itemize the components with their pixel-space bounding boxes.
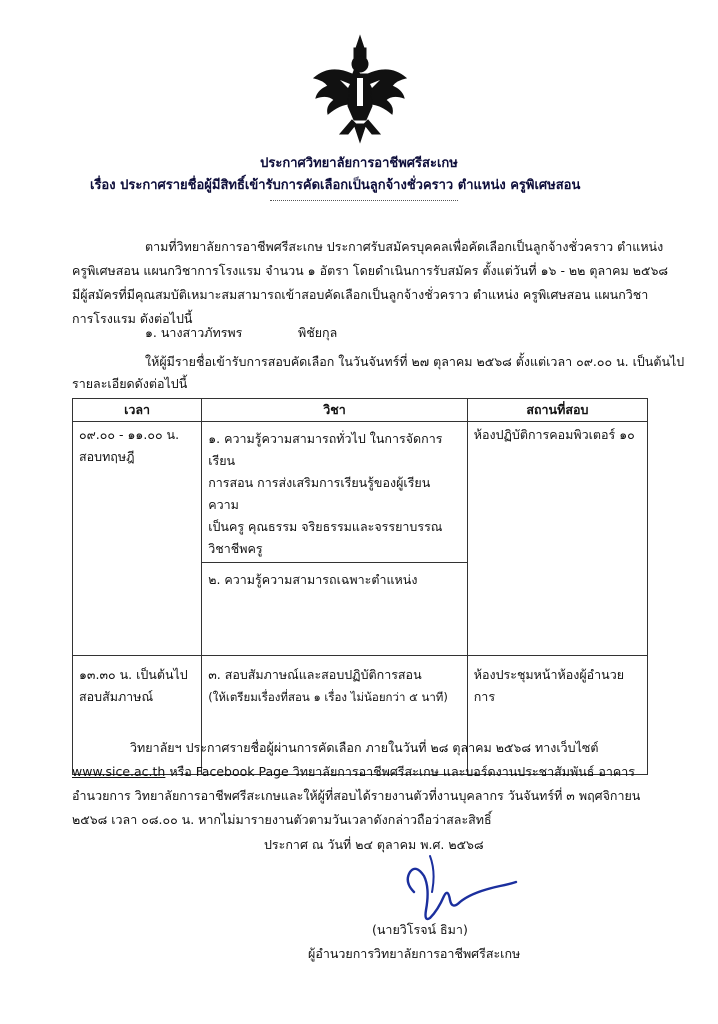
header-subject: วิชา xyxy=(202,399,468,422)
intro-line-4: การโรงแรม ดังต่อไปนี้ xyxy=(72,311,193,326)
candidate-name: ๑. นางสาวภัทรพร xyxy=(145,325,243,340)
location-cell: ห้องปฏิบัติการคอมพิวเตอร์ ๑๐ xyxy=(467,422,647,656)
exam-type: สอบสัมภาษณ์ xyxy=(79,689,154,704)
subject-line: ๑. ความรู้ความสามารถทั่วไป ในการจัดการเรียน xyxy=(208,431,443,468)
schedule-line-2: รายละเอียดดังต่อไปนี้ xyxy=(72,376,188,391)
title-divider xyxy=(270,200,458,201)
signatory-position: ผู้อำนวยการวิทยาลัยการอาชีพศรีสะเกษ xyxy=(308,946,521,961)
candidate-surname: พิชัยกุล xyxy=(298,325,338,340)
website-link[interactable]: www.sice.ac.th xyxy=(72,764,166,779)
intro-line-3: มีผู้สมัครที่มีคุณสมบัติเหมาะสมสามารถเข้าสอบคัดเลือกเป็นลูกจ้างชั่วคราว ตำแหน่ง ครูพิเศษสอน แผนกวิชา xyxy=(72,287,649,302)
time-cell xyxy=(73,422,202,656)
intro-line-1: ตามที่วิทยาลัยการอาชีพศรีสะเกษ ประกาศรับสมัครบุคคลเพื่อคัดเลือกเป็นลูกจ้างชั่วคราว ตำแหน่ง xyxy=(145,239,664,254)
subject-line: เป็นครู คุณธรรม จริยธรรมและจรรยาบรรณ xyxy=(208,519,443,534)
announce-line-2 xyxy=(72,760,635,784)
announce-line-4: ๒๕๖๘ เวลา ๐๘.๐๐ น. หากไม่มารายงานตัวตามวันเวลาดังกล่าวถือว่าสละสิทธิ์ xyxy=(72,812,492,827)
announce-line-1: วิทยาลัยฯ ประกาศรายชื่อผู้ผ่านการคัดเลือก ภายในวันที่ ๒๘ ตุลาคม ๒๕๖๘ ทางเว็บไซต์ xyxy=(130,740,599,755)
subject-line: (ให้เตรียมเรื่องที่สอน ๑ เรื่อง ไม่น้อยกว่า ๕ นาที) xyxy=(208,690,448,704)
document-title: ประกาศวิทยาลัยการอาชีพศรีสะเกษ xyxy=(260,156,458,171)
subject-cell: ๒. ความรู้ความสามารถเฉพาะตำแหน่ง xyxy=(202,563,468,656)
signatory-name: (นายวิโรจน์ ธิมา) xyxy=(372,922,468,937)
subject-line: ๓. สอบสัมภาษณ์และสอบปฏิบัติการสอน xyxy=(208,667,422,682)
announce-date: ประกาศ ณ วันที่ ๒๔ ตุลาคม พ.ศ. ๒๕๖๘ xyxy=(264,837,484,852)
header-time: เวลา xyxy=(73,399,202,422)
time-range: ๐๙.๐๐ - ๑๑.๐๐ น. xyxy=(79,427,180,442)
schedule-line-1: ให้ผู้มีรายชื่อเข้ารับการสอบคัดเลือก ในวันจันทร์ที่ ๒๗ ตุลาคม ๒๕๖๘ ตั้งแต่เวลา ๐๙.๐๐ น. เป็นต้นไป xyxy=(145,354,685,369)
announce-line-2-text: หรือ Facebook Page วิทยาลัยการอาชีพศรีสะเกษ และบอร์ดงานประชาสัมพันธ์ อาคาร xyxy=(165,764,636,779)
exam-type: สอบทฤษฎี xyxy=(79,449,135,464)
table-row xyxy=(73,422,648,563)
subject-line: การสอน การส่งเสริมการเรียนรู้ของผู้เรียน ความ xyxy=(208,475,431,512)
garuda-emblem xyxy=(310,34,410,144)
document-subject: เรื่อง ประกาศรายชื่อผู้มีสิทธิ์เข้ารับการคัดเลือกเป็นลูกจ้างชั่วคราว ตำแหน่ง ครูพิเศษสอน xyxy=(90,178,581,193)
subject-cell xyxy=(202,422,468,563)
location-cell: ห้องประชุมหน้าห้องผู้อำนวยการ xyxy=(467,656,647,775)
time-range: ๑๓.๓๐ น. เป็นต้นไป xyxy=(79,667,188,682)
announce-line-3: อำนวยการ วิทยาลัยการอาชีพศรีสะเกษและให้ผู้ที่สอบได้รายงานตัวที่งานบุคลากร วันจันทร์ที่ ๓ พฤศจิกายน xyxy=(72,788,641,803)
intro-line-2: ครูพิเศษสอน แผนกวิชาการโรงแรม จำนวน ๑ อัตรา โดยดำเนินการรับสมัคร ตั้งแต่วันที่ ๑๖ - ๒๒ ตุลาคม ๒๕๖๘ xyxy=(72,263,669,278)
exam-schedule-table xyxy=(72,398,648,775)
header-location: สถานที่สอบ xyxy=(467,399,647,422)
subject-line: วิชาชีพครู xyxy=(208,541,263,556)
table-header-row xyxy=(73,399,648,422)
